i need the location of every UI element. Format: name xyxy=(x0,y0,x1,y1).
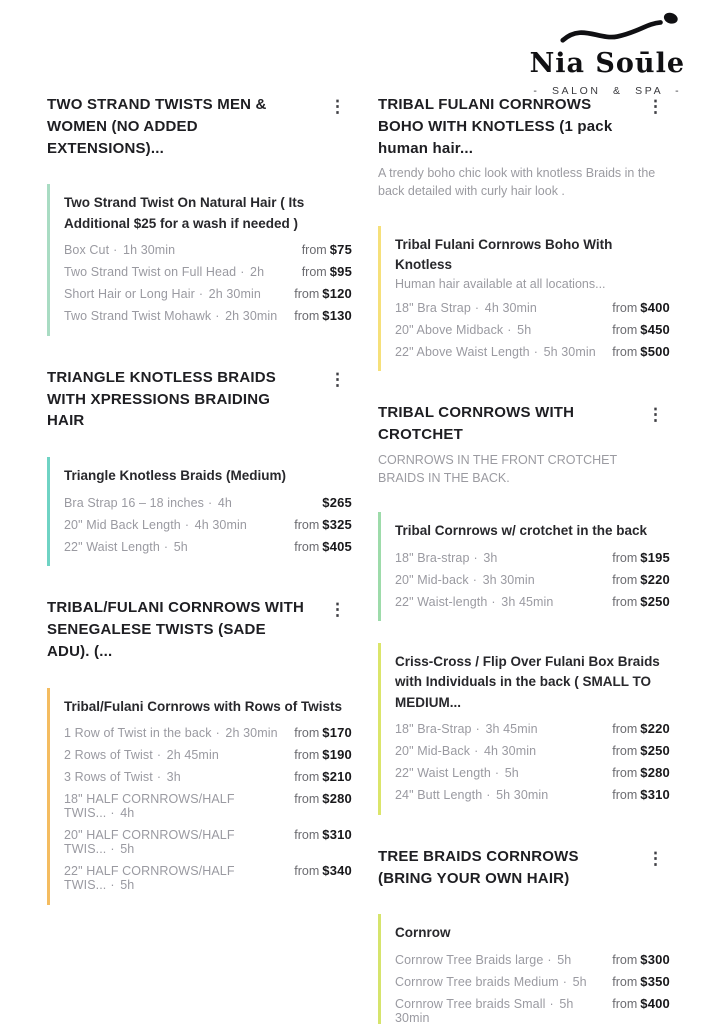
kebab-menu-icon[interactable]: ⋮ xyxy=(647,848,664,868)
service-row[interactable] xyxy=(64,824,352,860)
service-duration: · 2h 30min xyxy=(199,287,261,301)
service-label: 22" HALF CORNROWS/HALF TWIS... · 5h xyxy=(64,864,284,892)
service-price: from $325 xyxy=(294,516,352,532)
section-tree-braids-cornrows xyxy=(378,846,670,1024)
service-row[interactable] xyxy=(395,590,670,612)
section-two-strand-twists xyxy=(47,94,352,336)
card-title: Tribal/Fulani Cornrows with Rows of Twists xyxy=(64,698,343,714)
section-description: A trendy boho chic look with knotless Braids in the back detailed with curly hair look . xyxy=(378,166,656,199)
brand-name: Nia Soūle xyxy=(529,48,685,79)
service-row[interactable] xyxy=(395,784,670,806)
section-tribal-cornrows-crotchet xyxy=(378,402,670,815)
service-card xyxy=(47,184,352,336)
service-label: 18" Bra-strap · 3h xyxy=(395,551,497,565)
section-tribal-fulani-boho xyxy=(378,94,670,371)
service-label: Box Cut · 1h 30min xyxy=(64,243,175,257)
service-price: from $350 xyxy=(612,974,670,989)
service-price: from $400 xyxy=(612,996,670,1011)
service-price: from $500 xyxy=(612,343,670,359)
section-head xyxy=(47,367,352,432)
section-title: TRIANGLE KNOTLESS BRAIDS WITH XPRESSIONS BRAIDING HAIR xyxy=(47,368,276,430)
section-tribal-fulani-senegalese xyxy=(47,597,352,905)
service-label: 24" Butt Length · 5h 30min xyxy=(395,788,548,802)
service-price: from $95 xyxy=(301,264,352,280)
service-label: 3 Rows of Twist · 3h xyxy=(64,770,181,784)
service-price: from $170 xyxy=(294,725,352,741)
section-triangle-knotless xyxy=(47,367,352,567)
section-description: CORNROWS IN THE FRONT CROTCHET BRAIDS IN THE BACK. xyxy=(378,452,617,485)
service-duration: · 5h 30min xyxy=(395,997,573,1024)
service-row[interactable] xyxy=(395,568,670,590)
service-price: from $405 xyxy=(294,538,352,554)
service-row[interactable] xyxy=(395,993,670,1024)
section-title: TRIBAL/FULANI CORNROWS WITH SENEGALESE TWISTS (SADE ADU). (... xyxy=(47,599,305,660)
service-duration: · 5h 30min xyxy=(534,345,596,359)
service-price: from $450 xyxy=(612,321,670,337)
service-label: Cornrow Tree Braids large · 5h xyxy=(395,953,571,967)
section-head xyxy=(47,597,352,662)
service-duration: · 3h 30min xyxy=(473,573,535,587)
service-row[interactable] xyxy=(395,546,670,568)
service-price: from $195 xyxy=(612,549,670,565)
service-card xyxy=(378,914,670,1024)
service-row[interactable] xyxy=(395,971,670,993)
service-duration: · 5h xyxy=(110,842,134,856)
service-row[interactable] xyxy=(64,261,352,283)
service-row[interactable] xyxy=(64,788,352,824)
service-duration: · 5h xyxy=(110,878,134,892)
service-price: from $280 xyxy=(612,765,670,781)
service-row[interactable] xyxy=(64,744,352,766)
service-label: Cornrow Tree braids Small · 5h 30min xyxy=(395,997,602,1024)
service-price: from $220 xyxy=(612,571,670,587)
service-row[interactable] xyxy=(395,718,670,740)
service-duration: · 5h 30min xyxy=(486,788,548,802)
service-price: from $210 xyxy=(294,769,352,785)
service-duration: · 3h xyxy=(474,551,498,565)
service-duration: · 3h 45min xyxy=(476,722,538,736)
service-duration: · 3h 45min xyxy=(491,595,553,609)
service-price: from $250 xyxy=(612,743,670,759)
service-duration: · 2h 30min xyxy=(215,309,277,323)
service-label: Short Hair or Long Hair · 2h 30min xyxy=(64,287,261,301)
service-label: 22" Above Waist Length · 5h 30min xyxy=(395,345,596,359)
service-duration: · 4h 30min xyxy=(185,518,247,532)
service-row[interactable] xyxy=(64,860,352,896)
service-row[interactable] xyxy=(64,766,352,788)
service-label: Cornrow Tree braids Medium · 5h xyxy=(395,975,587,989)
service-price: from $340 xyxy=(294,863,352,879)
service-row[interactable] xyxy=(395,318,670,340)
service-price: from $220 xyxy=(612,721,670,737)
service-price: from $280 xyxy=(294,791,352,807)
service-duration: · 4h 30min xyxy=(475,301,537,315)
service-row[interactable] xyxy=(64,722,352,744)
service-label: Two Strand Twist Mohawk · 2h 30min xyxy=(64,309,277,323)
service-duration: · 5h xyxy=(164,540,188,554)
section-title: TRIBAL FULANI CORNROWS BOHO WITH KNOTLESS (1 pack human hair... xyxy=(378,96,613,157)
card-title: Tribal Cornrows w/ crotchet in the back xyxy=(395,522,648,538)
service-label: 2 Rows of Twist · 2h 45min xyxy=(64,748,219,762)
service-duration: · 3h xyxy=(157,770,181,784)
section-head xyxy=(47,94,352,159)
service-row[interactable] xyxy=(64,283,352,305)
service-duration: · 5h xyxy=(547,953,571,967)
service-price: from $310 xyxy=(294,827,352,843)
service-price: from $310 xyxy=(612,787,670,803)
service-label: 20" Above Midback · 5h xyxy=(395,323,531,337)
service-label: 18" Bra Strap · 4h 30min xyxy=(395,301,537,315)
kebab-menu-icon[interactable]: ⋮ xyxy=(647,405,664,424)
service-duration: · 5h xyxy=(507,323,531,337)
card-title: Triangle Knotless Braids (Medium) xyxy=(64,468,287,483)
kebab-menu-icon[interactable]: ⋮ xyxy=(329,600,346,620)
service-label: Bra Strap 16 – 18 inches · 4h xyxy=(64,496,232,510)
service-row[interactable] xyxy=(64,491,352,513)
service-price: from $400 xyxy=(612,299,670,315)
card-title: Tribal Fulani Cornrows Boho With Knotless xyxy=(395,236,613,272)
service-label: Two Strand Twist on Full Head · 2h xyxy=(64,265,264,279)
column-right xyxy=(378,94,670,1024)
service-card xyxy=(378,226,670,372)
service-row[interactable] xyxy=(64,513,352,535)
service-card xyxy=(47,457,352,566)
brand-tagline: - SALON & SPA - xyxy=(533,85,682,97)
column-left xyxy=(47,94,352,1024)
service-duration: · 4h 30min xyxy=(474,744,536,758)
service-price: from $250 xyxy=(612,593,670,609)
kebab-menu-icon[interactable]: ⋮ xyxy=(329,97,346,116)
kebab-menu-icon[interactable]: ⋮ xyxy=(329,369,346,389)
card-subtitle: Human hair available at all locations... xyxy=(395,277,606,291)
service-card xyxy=(378,643,670,815)
service-label: 22" Waist Length · 5h xyxy=(64,540,188,554)
service-label: 22" Waist Length · 5h xyxy=(395,766,519,780)
service-price: from $130 xyxy=(294,308,352,324)
service-duration: · 5h xyxy=(495,766,519,780)
service-label: 20" Mid-Back · 4h 30min xyxy=(395,744,536,758)
service-row[interactable] xyxy=(64,239,352,261)
service-label: 20" HALF CORNROWS/HALF TWIS... · 5h xyxy=(64,828,284,856)
service-label: 22" Waist-length · 3h 45min xyxy=(395,595,554,609)
service-price: from $75 xyxy=(301,242,352,258)
service-row[interactable] xyxy=(395,340,670,362)
service-duration: · 2h 30min xyxy=(216,726,278,740)
service-card xyxy=(378,512,670,621)
brand-logo xyxy=(529,10,685,97)
kebab-menu-icon[interactable]: ⋮ xyxy=(647,97,664,116)
card-title: Cornrow xyxy=(395,925,451,941)
section-title: TWO STRAND TWISTS MEN & WOMEN (NO ADDED EXTENSIONS)... xyxy=(47,96,267,157)
section-title: TREE BRAIDS CORNROWS (BRING YOUR OWN HAIR) xyxy=(378,847,579,887)
section-head xyxy=(378,846,670,890)
service-label: 20" Mid-back · 3h 30min xyxy=(395,573,535,587)
service-duration: · 1h 30min xyxy=(113,243,175,257)
service-row[interactable] xyxy=(64,535,352,557)
service-row[interactable] xyxy=(64,305,352,327)
service-duration: · 5h xyxy=(563,975,587,989)
card-title: Two Strand Twist On Natural Hair ( Its Additional $25 for a wash if needed ) xyxy=(64,195,305,231)
card-title: Criss-Cross / Flip Over Fulani Box Braids with Individuals in the back ( SMALL TO MEDIUM... xyxy=(395,654,660,710)
service-card xyxy=(47,688,352,905)
service-label: 1 Row of Twist in the back · 2h 30min xyxy=(64,726,278,740)
section-head xyxy=(378,94,670,159)
menu-columns xyxy=(0,92,725,1024)
service-row[interactable] xyxy=(395,740,670,762)
logo-swoosh-icon xyxy=(531,10,683,48)
service-row[interactable] xyxy=(395,296,670,318)
service-duration: · 2h xyxy=(240,265,264,279)
service-price: $265 xyxy=(322,494,352,510)
service-price: from $300 xyxy=(612,952,670,967)
service-row[interactable] xyxy=(395,949,670,971)
service-row[interactable] xyxy=(395,762,670,784)
section-title: TRIBAL CORNROWS WITH CROTCHET xyxy=(378,404,575,443)
service-label: 18" Bra-Strap · 3h 45min xyxy=(395,722,538,736)
service-label: 18" HALF CORNROWS/HALF TWIS... · 4h xyxy=(64,792,284,820)
service-duration: · 2h 45min xyxy=(157,748,219,762)
service-label: 20" Mid Back Length · 4h 30min xyxy=(64,518,247,532)
service-duration: · 4h xyxy=(110,806,134,820)
service-price: from $120 xyxy=(294,286,352,302)
service-price: from $190 xyxy=(294,747,352,763)
service-duration: · 4h xyxy=(208,496,232,510)
section-head xyxy=(378,402,670,446)
header xyxy=(0,0,725,97)
